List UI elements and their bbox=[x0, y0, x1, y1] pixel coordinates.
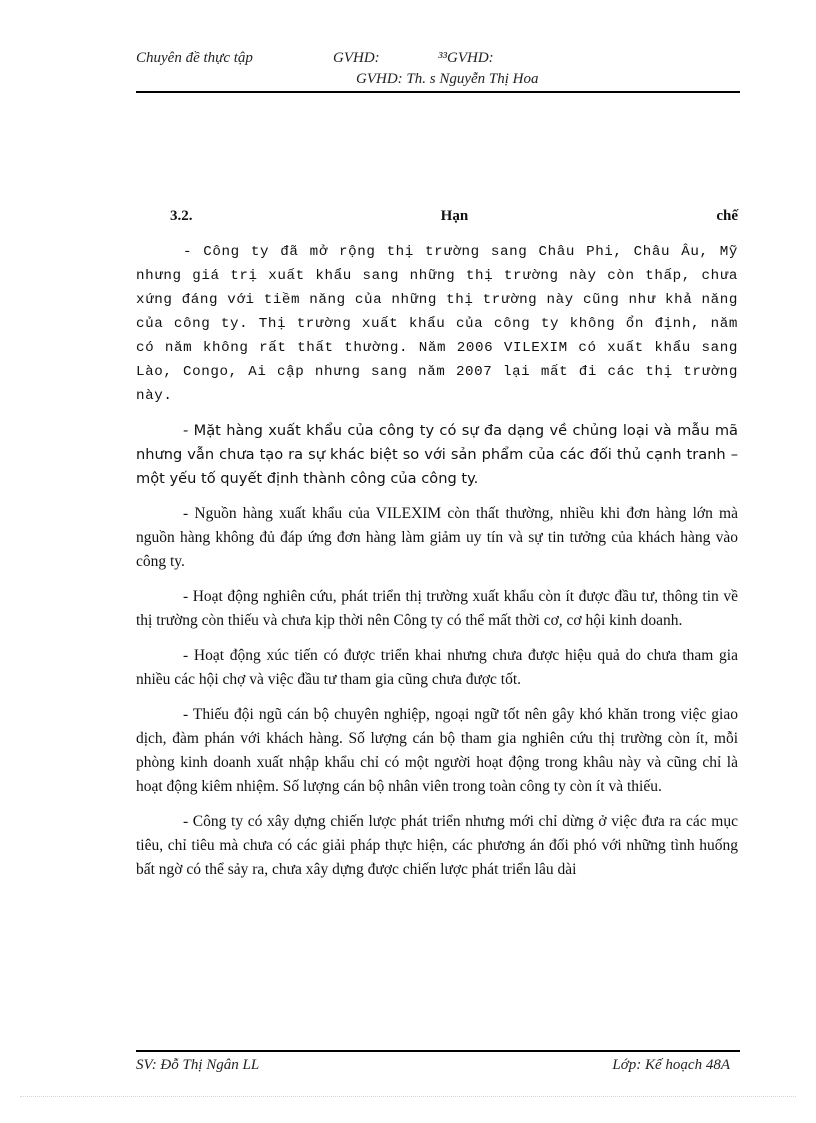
header-course-title: Chuyên đề thực tập bbox=[136, 50, 253, 66]
section-title-word-2: chế bbox=[716, 208, 738, 224]
footer-class: Lớp: Kế hoạch 48A bbox=[612, 1057, 730, 1073]
header-supervisor: GVHD: Th. s Nguyễn Thị Hoa bbox=[356, 71, 539, 87]
header-gvhd-label-2: ³³GVHD: bbox=[438, 50, 494, 66]
footer-rule bbox=[136, 1050, 740, 1052]
footer-student: SV: Đỗ Thị Ngân LL bbox=[136, 1057, 260, 1073]
header-rule bbox=[136, 91, 740, 93]
section-number: 3.2. bbox=[170, 208, 193, 224]
paragraph-staff: - Thiếu đội ngũ cán bộ chuyên nghiệp, ngoại ngữ tốt nên gây khó khăn trong việc giao dịch, đàm phán với khách hàng. Số lượng cán bộ tham gia nghiên cứu thị trường còn ít, mỗi phòng kinh doanh xuất nhập khẩu chỉ có một người hoạt động trong khâu này và cũng chỉ là hoạt động kiêm nhiệm. Số lượng cán bộ nhân viên trong toàn công ty còn ít và thiếu. bbox=[136, 706, 738, 795]
header-gvhd-label: GVHD: bbox=[333, 50, 380, 66]
paragraph-promotion: - Hoạt động xúc tiến có được triển khai nhưng chưa được hiệu quả do chưa tham gia nhiều các hội chợ và việc đầu tư tham gia cũng chưa được tốt. bbox=[136, 647, 738, 688]
section-title-word-1: Hạn bbox=[440, 208, 469, 224]
section-heading bbox=[170, 208, 738, 225]
paragraph-research: - Hoạt động nghiên cứu, phát triển thị trường xuất khẩu còn ít được đầu tư, thông tin về thị trường còn thiếu và chưa kịp thời nên Công ty có thể mất thời cơ, cơ hội kinh doanh. bbox=[136, 588, 738, 629]
paragraph-products: - Mặt hàng xuất khẩu của công ty có sự đa dạng về chủng loại và mẫu mã nhưng vẫn chưa tạo ra sự khác biệt so với sản phẩm của các đối thủ cạnh tranh – một yếu tố quyết định thành công của công ty. bbox=[136, 422, 738, 487]
paragraph-supply: - Nguồn hàng xuất khẩu của VILEXIM còn thất thường, nhiều khi đơn hàng lớn mà nguồn hàng không đủ đáp ứng đơn hàng làm giảm uy tín và sự tin tưởng của khách hàng vào công ty. bbox=[136, 505, 738, 570]
page-bottom-divider bbox=[20, 1096, 796, 1097]
body-text bbox=[136, 240, 738, 893]
paragraph-strategy: - Công ty có xây dựng chiến lược phát triển nhưng mới chỉ dừng ở việc đưa ra các mục tiêu, chỉ tiêu mà chưa có các giải pháp thực hiện, các phương án đối phó với những tình huống bất ngờ có thể sảy ra, chưa xây dựng được chiến lược phát triển lâu dài bbox=[136, 813, 738, 878]
paragraph-markets: - Công ty đã mở rộng thị trường sang Châu Phi, Châu Âu, Mỹ nhưng giá trị xuất khẩu sang những thị trường này còn thấp, chưa xứng đáng với tiềm năng của những thị trường này cũng như khả năng của công ty. Thị trường xuất khẩu của công ty không ổn định, năm có năm không rất thất thường. Năm 2006 VILEXIM có xuất khẩu sang Lào, Congo, Ai cập nhưng sang năm 2007 lại mất đi các thị trường này. bbox=[136, 244, 738, 404]
